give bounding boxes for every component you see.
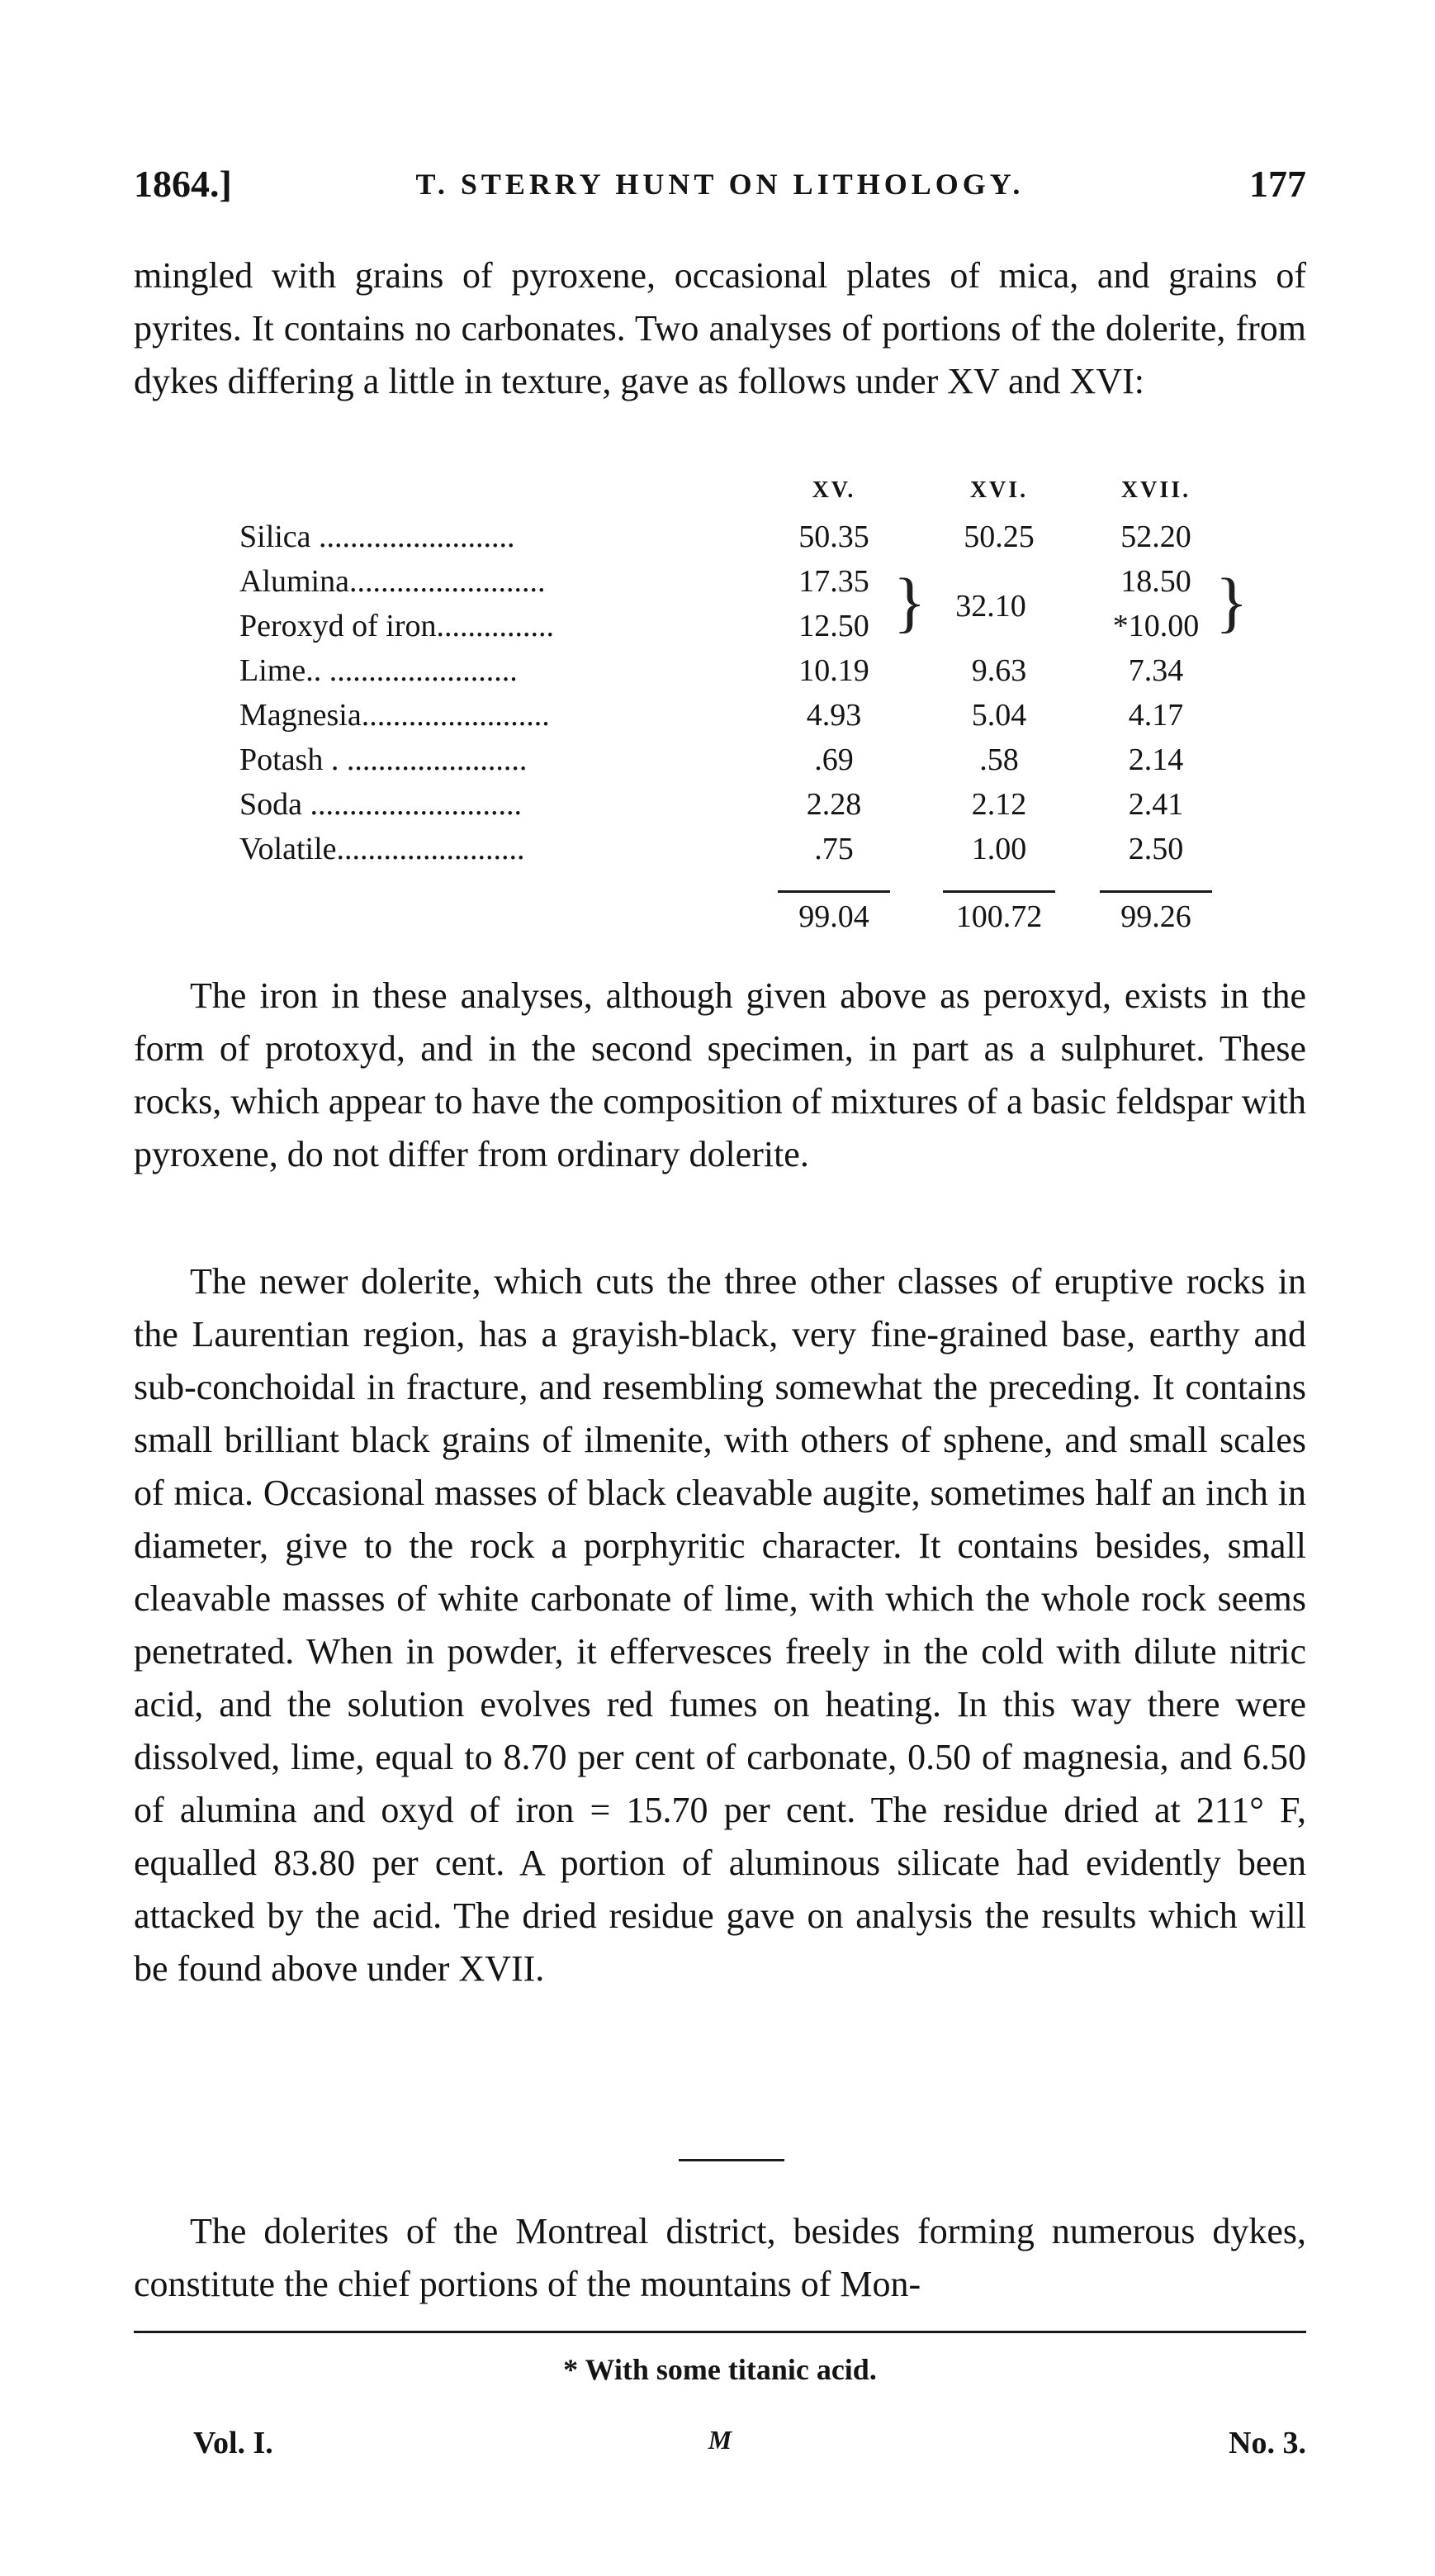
running-title: T. STERRY HUNT ON LITHOLOGY. — [415, 168, 1025, 201]
header-year: 1864.] — [134, 163, 232, 205]
cell-xvi: 9.63 — [971, 653, 1027, 688]
brace-xv: } — [893, 564, 926, 639]
sum-rules — [239, 875, 1263, 899]
total-xvi: 100.72 — [955, 899, 1043, 934]
cell-xvi: .58 — [979, 742, 1019, 777]
sum-rule-xvii — [1100, 890, 1212, 893]
section-divider — [679, 2159, 784, 2161]
row-label: Peroxyd of iron............... — [239, 609, 555, 643]
paragraph-newer-dolerite: The newer dolerite, which cuts the three other classes of eruptive rocks in the Laurentian region, has a grayish-black, very fine-grained base, earthy and sub-conchoidal in fracture, and resembling somewhat the preceding. It contains small brilliant black grains of ilmenite, with others of sphene, and small scales of mica. Occasional masses of black cleavable augite, sometimes half an inch in diameter, give to the rock a porphyritic character. It contains besides, small cleavable masses of white carbonate of lime, with which the whole rock seems penetrated. When in powder, it effervesces freely in the cold with dilute nitric acid, and the solution evolves red fumes on heating. In this way there were dissolved, lime, equal to 8.70 per cent of carbonate, 0.50 of magnesia, and 6.50 of alumina and oxyd of iron = 15.70 per cent. The residue dried at 211° F, equalled 83.80 per cent. A portion of aluminous silicate had evidently been attacked by the acid. The dried residue gave on analysis the results which will be found above under XVII. — [134, 1261, 1306, 1989]
paragraph-iron: The iron in these analyses, although given above as peroxyd, exists in the form of protoxyd, and in the second specimen, in part as a sulphuret. These rocks, which appear to have the composition of mixtures of a basic feldspar with pyroxene, do not differ from ordinary dolerite. — [134, 975, 1306, 1174]
analysis-table — [239, 474, 1263, 943]
cell-xv: 2.28 — [806, 787, 862, 822]
totals-row — [239, 899, 1263, 943]
table-header-row — [239, 474, 1263, 519]
row-label: Silica ......................... — [239, 519, 515, 554]
table-row — [239, 697, 1263, 742]
row-label: Lime.. ........................ — [239, 653, 518, 688]
cell-xvi: 1.00 — [971, 832, 1027, 866]
cell-xv: 4.93 — [806, 698, 862, 733]
cell-xvii: 52.20 — [1120, 519, 1191, 554]
col-header-xvii: XVII. — [1120, 477, 1191, 503]
cell-xvii: 18.50 — [1120, 564, 1191, 599]
sum-rule-xvi — [943, 890, 1055, 893]
row-label: Soda ........................... — [239, 787, 522, 822]
page-number: 177 — [1249, 163, 1306, 205]
running-header — [134, 162, 1306, 220]
total-xv: 99.04 — [798, 899, 869, 934]
table-row — [239, 563, 1263, 608]
cell-xvii: 2.14 — [1128, 742, 1184, 777]
paragraph-montreal: The dolerites of the Montreal district, besides forming numerous dykes, constitute the chief portions of the mountains of Mon- — [134, 2211, 1306, 2304]
cell-xv: 50.35 — [798, 519, 869, 554]
cell-xvi: 2.12 — [971, 787, 1027, 822]
signature-line — [134, 2425, 1306, 2474]
col-header-xv: XV. — [812, 477, 856, 503]
cell-xvii: *10.00 — [1112, 609, 1200, 643]
table-row — [239, 652, 1263, 697]
cell-xv: 17.35 — [798, 564, 869, 599]
table-row — [239, 742, 1263, 786]
cell-xvii: 2.50 — [1128, 832, 1184, 866]
cell-xv: 10.19 — [798, 653, 869, 688]
table-row — [239, 608, 1263, 652]
sum-rule-xv — [778, 890, 890, 893]
signature-mark: M — [708, 2425, 732, 2455]
paragraph-intro: mingled with grains of pyroxene, occasional plates of mica, and grains of pyrites. It contains no carbonates. Two analyses of portions of the dolerite, from dykes differing a little in texture, gave as follows under XV and XVI: — [134, 255, 1306, 401]
footnote: * With some titanic acid. — [563, 2353, 877, 2386]
cell-xv: .75 — [814, 832, 854, 866]
brace-xvii: } — [1215, 564, 1248, 639]
braced-row-group — [239, 563, 1263, 652]
col-header-xvi: XVI. — [969, 477, 1029, 503]
cell-xv: .69 — [814, 742, 854, 777]
table-row — [239, 831, 1263, 875]
row-label: Potash . ....................... — [239, 742, 528, 777]
cell-xv: 12.50 — [798, 609, 869, 643]
row-label: Volatile........................ — [239, 832, 525, 866]
cell-xvi-merged: 32.10 — [955, 589, 1026, 624]
footnote-rule — [134, 2331, 1306, 2333]
cell-xvi: 5.04 — [971, 698, 1027, 733]
row-label: Magnesia........................ — [239, 698, 550, 733]
cell-xvii: 4.17 — [1128, 698, 1184, 733]
cell-xvi: 50.25 — [964, 519, 1035, 554]
row-label: Alumina......................... — [239, 564, 546, 599]
issue-number: No. 3. — [1229, 2426, 1306, 2460]
total-xvii: 99.26 — [1120, 899, 1191, 934]
table-row — [239, 519, 1263, 563]
cell-xvii: 7.34 — [1128, 653, 1184, 688]
cell-xvii: 2.41 — [1128, 787, 1184, 822]
table-row — [239, 786, 1263, 831]
volume-label: Vol. I. — [193, 2426, 273, 2460]
